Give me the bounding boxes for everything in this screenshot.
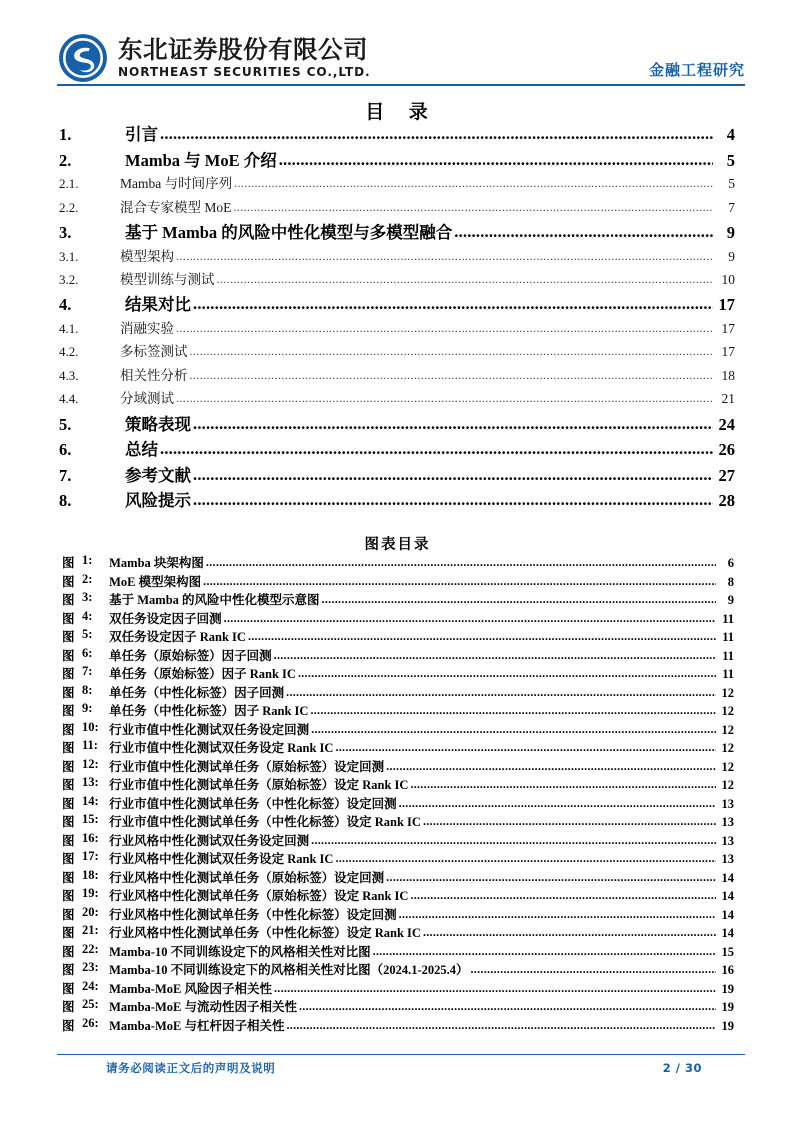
toc-entry-label: Mamba 与 MoE 介绍 [125, 150, 277, 170]
toc-entry-number: 4. [59, 295, 72, 315]
figure-entry-number [62, 683, 106, 701]
toc-entry[interactable] [59, 436, 735, 462]
figure-entry-number [62, 942, 106, 960]
figure-list-entry[interactable] [62, 590, 734, 609]
figure-entry-label: MoE 模型架构图 [106, 574, 202, 589]
toc-entry-page-number: 7 [728, 199, 735, 215]
figure-entry-page-number: 12 [721, 722, 734, 737]
figure-entry-number [62, 775, 106, 793]
figure-entry-number [62, 905, 106, 923]
figure-entry-page-number: 12 [721, 759, 734, 774]
figure-list-entry[interactable] [62, 960, 734, 979]
figure-entry-number [62, 831, 106, 849]
figure-entry-number [62, 627, 106, 645]
figure-entry-label: 单任务（中性化标签）因子回测 [106, 685, 285, 700]
figure-leader-dots [224, 611, 716, 626]
figure-index: 13: [82, 775, 99, 789]
figure-keyword: 图 [62, 926, 75, 940]
figure-leader-dots [274, 648, 716, 663]
figure-leader-dots [399, 907, 716, 922]
toc-entry-label: 分域测试 [120, 391, 174, 407]
toc-leader-dots [176, 320, 713, 336]
figure-index: 24: [82, 978, 99, 993]
figure-index: 22: [82, 941, 99, 956]
company-name-en: NORTHEAST SECURITIES CO.,LTD. [118, 64, 371, 79]
toc-entry-label: 模型架构 [120, 248, 174, 264]
figure-entry-label: 基于 Mamba 的风险中性化模型示意图 [106, 593, 320, 607]
figure-keyword: 图 [62, 593, 75, 607]
research-category-label: 金融工程研究 [648, 61, 745, 79]
figure-entry-number [62, 757, 106, 775]
figure-list-entry[interactable] [62, 757, 734, 776]
toc-entry-number: 7. [59, 465, 72, 485]
figure-entry-label: Mamba-MoE 与杠杆因子相关性 [106, 1018, 285, 1033]
figure-leader-dots [423, 925, 716, 940]
figure-entry-number [62, 664, 106, 682]
figure-entry-label: 行业市值中性化测试双任务设定 Rank IC [106, 741, 334, 755]
toc-entry[interactable] [59, 172, 735, 195]
toc-leader-dots [454, 222, 713, 242]
figure-entry-number [62, 572, 106, 590]
toc-leader-dots [193, 414, 713, 434]
figure-list-entry[interactable] [62, 812, 734, 831]
toc-leader-dots [190, 343, 714, 359]
toc-entry-page-number: 17 [721, 320, 735, 336]
figure-leader-dots [335, 851, 716, 866]
figure-keyword: 图 [62, 685, 75, 700]
toc-leader-dots [160, 439, 713, 459]
figure-entry-label: 行业风格中性化测试单任务（原始标签）设定回测 [106, 870, 385, 885]
figure-list-entry[interactable] [62, 997, 734, 1016]
toc-entry[interactable] [59, 317, 735, 340]
figure-index: 14: [82, 793, 99, 808]
figure-leader-dots [386, 870, 716, 885]
toc-entry-number: 6. [59, 440, 72, 460]
figure-entry-label: 行业风格中性化测试单任务（中性化标签）设定 Rank IC [106, 926, 421, 940]
figure-keyword: 图 [62, 722, 75, 737]
figure-list-entry[interactable] [62, 775, 734, 794]
figure-leader-dots [335, 740, 716, 755]
figure-list-entry[interactable] [62, 720, 734, 739]
toc-heading: 目 录 [365, 101, 437, 123]
toc-entry[interactable] [59, 364, 735, 387]
figure-entry-page-number: 11 [722, 667, 734, 681]
figure-leader-dots [399, 796, 716, 811]
figure-entry-number [62, 1016, 106, 1034]
figure-entry-page-number: 13 [721, 796, 734, 811]
figure-leader-dots [471, 962, 717, 977]
figure-entry-number [62, 812, 106, 830]
page-footer [106, 1060, 702, 1076]
toc-entry-number: 3. [59, 222, 72, 242]
toc-entry-page-number: 17 [718, 295, 735, 315]
figure-leader-dots [299, 999, 716, 1014]
figure-entry-number [62, 553, 106, 571]
toc-entry[interactable] [59, 411, 735, 437]
figure-entry-page-number: 14 [721, 907, 734, 922]
figure-keyword: 图 [62, 833, 75, 848]
figure-keyword: 图 [62, 759, 75, 774]
toc-entry[interactable] [59, 245, 735, 268]
figure-entry-page-number: 12 [721, 778, 734, 792]
figure-keyword: 图 [62, 556, 75, 570]
toc-entry[interactable] [59, 196, 735, 219]
figure-list-entry[interactable] [62, 905, 734, 924]
table-of-contents [59, 121, 735, 513]
toc-entry[interactable] [59, 147, 735, 173]
figure-leader-dots [311, 833, 716, 848]
figure-entry-label: 行业市值中性化测试单任务（原始标签）设定 Rank IC [106, 778, 409, 792]
toc-entry-label: 风险提示 [125, 491, 191, 511]
toc-entry-page-number: 27 [718, 465, 735, 485]
toc-entry-number: 4.2. [59, 344, 79, 360]
figure-index: 11: [82, 738, 98, 752]
figure-entry-label: 行业风格中性化测试双任务设定回测 [106, 833, 310, 848]
figure-entry-page-number: 8 [727, 574, 734, 589]
figure-entry-page-number: 15 [721, 944, 734, 959]
figure-list-entry[interactable] [62, 572, 734, 591]
figure-entry-label: Mamba-10 不同训练设定下的风格相关性对比图 [106, 944, 371, 959]
toc-entry-label: 多标签测试 [120, 344, 188, 360]
figure-index: 18: [82, 867, 99, 882]
figure-keyword: 图 [62, 667, 75, 681]
figure-index: 26: [82, 1015, 99, 1030]
figure-leader-dots [298, 666, 716, 681]
figure-entry-number [62, 609, 106, 627]
figure-list-entry[interactable] [62, 664, 734, 683]
figure-list-entry[interactable] [62, 701, 734, 720]
figure-list-entry[interactable] [62, 738, 734, 757]
figure-entry-number [62, 794, 106, 812]
figure-entry-page-number: 19 [721, 1018, 734, 1033]
figure-entry-page-number: 13 [721, 833, 734, 848]
figure-keyword: 图 [62, 963, 75, 977]
figure-keyword: 图 [62, 1000, 75, 1014]
toc-entry-label: 结果对比 [125, 295, 191, 315]
figure-entry-label: 行业市值中性化测试单任务（原始标签）设定回测 [106, 759, 385, 774]
figure-leader-dots [410, 777, 716, 792]
toc-leader-dots [193, 294, 713, 314]
figure-entry-number [62, 868, 106, 886]
toc-leader-dots [193, 490, 713, 510]
figure-entry-label: 双任务设定因子回测 [106, 611, 222, 626]
figure-index: 10: [82, 719, 99, 734]
toc-entry[interactable] [59, 387, 735, 410]
figure-list-entry[interactable] [62, 942, 734, 961]
toc-leader-dots [176, 248, 713, 264]
toc-leader-dots [233, 199, 713, 215]
toc-entry[interactable] [59, 487, 735, 513]
figure-entry-label: Mamba 块架构图 [106, 556, 204, 570]
figure-leader-dots [373, 944, 716, 959]
figure-entry-page-number: 14 [721, 926, 734, 940]
toc-entry-page-number: 4 [726, 125, 735, 144]
figure-entry-number [62, 960, 106, 978]
figure-list-entry[interactable] [62, 979, 734, 998]
toc-entry-number: 4.1. [59, 320, 79, 336]
figure-entry-number [62, 646, 106, 664]
figure-index: 5: [82, 627, 93, 641]
figure-entry-number [62, 849, 106, 867]
footer-page-indicator: 2 / 30 [662, 1061, 702, 1075]
figure-entry-page-number: 9 [727, 593, 734, 607]
figure-entry-number [62, 738, 106, 756]
figure-keyword: 图 [62, 889, 75, 903]
figure-keyword: 图 [62, 704, 75, 718]
figure-list-entry[interactable] [62, 794, 734, 813]
figure-leader-dots [286, 685, 716, 700]
figure-entry-page-number: 12 [721, 704, 734, 718]
figure-entry-page-number: 11 [722, 611, 734, 626]
figure-leader-dots [248, 629, 716, 644]
page-header [57, 22, 745, 86]
figure-entry-number [62, 979, 106, 997]
figure-leader-dots [423, 814, 716, 829]
figure-keyword: 图 [62, 778, 75, 792]
figure-index: 20: [82, 904, 99, 919]
toc-entry-page-number: 9 [728, 248, 735, 264]
toc-entry-page-number: 10 [721, 271, 735, 287]
figure-index: 15: [82, 812, 99, 826]
figure-index: 25: [82, 997, 99, 1011]
figure-entry-page-number: 13 [721, 815, 734, 829]
figure-leader-dots [286, 1018, 716, 1033]
toc-entry-page-number: 9 [726, 222, 735, 242]
figure-index: 1: [82, 553, 93, 567]
figure-index: 9: [82, 701, 93, 715]
figure-index: 21: [82, 923, 99, 937]
figure-list-entry[interactable] [62, 1016, 734, 1035]
figure-keyword: 图 [62, 611, 75, 626]
company-name-cn: 东北证券股份有限公司 [118, 35, 368, 65]
footer-divider [57, 1054, 745, 1055]
figure-entry-label: 行业风格中性化测试双任务设定 Rank IC [106, 852, 334, 866]
footer-disclaimer: 请务必阅读正文后的声明及说明 [106, 1061, 276, 1075]
figure-entry-label: 行业市值中性化测试单任务（中性化标签）设定 Rank IC [106, 815, 421, 829]
figure-leader-dots [203, 574, 716, 589]
figure-keyword: 图 [62, 870, 75, 885]
figure-entry-label: 行业市值中性化测试单任务（中性化标签）设定回测 [106, 796, 397, 811]
figure-leader-dots [311, 722, 716, 737]
toc-entry-number: 3.1. [59, 248, 79, 264]
figure-keyword: 图 [62, 741, 75, 755]
toc-leader-dots [190, 367, 714, 383]
toc-entry-number: 2. [59, 150, 72, 170]
figure-leader-dots [386, 759, 716, 774]
figure-index: 4: [82, 608, 93, 623]
toc-entry-label: 混合专家模型 MoE [120, 199, 232, 215]
toc-entry-number: 1. [59, 125, 72, 144]
figure-entry-number [62, 923, 106, 941]
figure-leader-dots [410, 888, 716, 903]
figure-list-entry[interactable] [62, 831, 734, 850]
toc-entry-number: 5. [59, 414, 72, 434]
figure-keyword: 图 [62, 630, 75, 644]
toc-entry-page-number: 5 [726, 150, 735, 170]
company-brand [57, 32, 371, 84]
figure-list-entry[interactable] [62, 849, 734, 868]
figure-entry-label: 行业风格中性化测试单任务（中性化标签）设定回测 [106, 907, 397, 922]
figure-list-entry[interactable] [62, 886, 734, 905]
toc-entry[interactable] [59, 121, 735, 147]
figure-entry-number [62, 886, 106, 904]
toc-entry-page-number: 26 [718, 440, 735, 460]
figure-list-entry[interactable] [62, 627, 734, 646]
figure-list-entry[interactable] [62, 923, 734, 942]
figure-index: 6: [82, 645, 93, 660]
toc-leader-dots [176, 390, 713, 406]
figure-list-entry[interactable] [62, 609, 734, 628]
figure-keyword: 图 [62, 574, 75, 589]
figure-entry-label: 单任务（原始标签）因子 Rank IC [106, 667, 296, 681]
toc-leader-dots [217, 271, 714, 287]
figure-keyword: 图 [62, 944, 75, 959]
figure-entry-label: 行业市值中性化测试双任务设定回测 [106, 722, 310, 737]
company-name-block [118, 35, 371, 79]
toc-entry-number: 2.2. [59, 199, 79, 215]
toc-entry-page-number: 24 [718, 414, 735, 434]
toc-entry-label: 基于 Mamba 的风险中性化模型与多模型融合 [125, 222, 453, 242]
toc-entry-number: 3.2. [59, 271, 79, 287]
figure-list [62, 553, 734, 1034]
figure-index: 2: [82, 571, 93, 586]
figure-index: 7: [82, 664, 93, 678]
northeast-securities-logo-icon [57, 32, 109, 84]
figure-entry-page-number: 19 [721, 1000, 734, 1014]
toc-leader-dots [279, 150, 713, 170]
figure-entry-label: Mamba-MoE 风险因子相关性 [106, 981, 272, 996]
figure-entry-number [62, 701, 106, 719]
figure-entry-number [62, 720, 106, 738]
toc-entry-number: 2.1. [59, 176, 79, 192]
figure-entry-page-number: 12 [721, 685, 734, 700]
figure-entry-label: 单任务（原始标签）因子回测 [106, 648, 272, 663]
toc-entry[interactable] [59, 291, 735, 317]
toc-entry[interactable] [59, 462, 735, 488]
toc-leader-dots [193, 465, 713, 485]
figure-keyword: 图 [62, 907, 75, 922]
figure-entry-page-number: 14 [721, 889, 734, 903]
figure-index: 23: [82, 960, 99, 974]
toc-entry-page-number: 18 [721, 367, 735, 383]
figure-keyword: 图 [62, 648, 75, 663]
toc-entry-label: 策略表现 [125, 414, 191, 434]
figure-leader-dots [206, 555, 716, 570]
figure-index: 12: [82, 756, 99, 771]
figure-entry-label: Mamba-10 不同训练设定下的风格相关性对比图（2024.1-2025.4） [106, 963, 469, 977]
figure-index: 17: [82, 849, 99, 863]
toc-entry-label: 相关性分析 [120, 367, 188, 383]
figure-entry-page-number: 14 [721, 870, 734, 885]
figure-list-entry[interactable] [62, 683, 734, 702]
figure-index: 19: [82, 886, 99, 900]
toc-entry-number: 4.3. [59, 367, 79, 383]
figure-list-entry[interactable] [62, 646, 734, 665]
figure-entry-label: 单任务（中性化标签）因子 Rank IC [106, 704, 309, 718]
toc-entry-label: 总结 [125, 440, 158, 460]
toc-entry-number: 8. [59, 491, 72, 511]
figure-entry-page-number: 11 [722, 630, 734, 644]
figure-entry-page-number: 13 [721, 852, 734, 866]
figure-entry-page-number: 16 [721, 963, 734, 977]
toc-entry-label: 消融实验 [120, 320, 174, 336]
figure-list-entry[interactable] [62, 868, 734, 887]
figure-keyword: 图 [62, 981, 75, 996]
figure-leader-dots [322, 592, 716, 607]
toc-entry-page-number: 28 [718, 491, 735, 511]
toc-entry-number: 4.4. [59, 391, 79, 407]
figure-index: 8: [82, 682, 93, 697]
figure-keyword: 图 [62, 1018, 75, 1033]
toc-entry[interactable] [59, 268, 735, 291]
toc-entry-page-number: 21 [721, 391, 735, 407]
figure-entry-page-number: 19 [721, 981, 734, 996]
figure-entry-label: Mamba-MoE 与流动性因子相关性 [106, 1000, 297, 1014]
figure-entry-number [62, 997, 106, 1015]
figure-index: 16: [82, 830, 99, 845]
figure-entry-label: 行业风格中性化测试单任务（原始标签）设定 Rank IC [106, 889, 409, 903]
figure-entry-page-number: 11 [722, 648, 734, 663]
figure-keyword: 图 [62, 852, 75, 866]
figure-leader-dots [310, 703, 716, 718]
figure-entry-number [62, 590, 106, 608]
figure-leader-dots [274, 981, 716, 996]
toc-entry-label: 引言 [125, 125, 158, 144]
toc-entry-label: 模型训练与测试 [120, 271, 215, 287]
toc-entry-label: 参考文献 [125, 465, 191, 485]
toc-entry[interactable] [59, 340, 735, 363]
figure-entry-page-number: 12 [721, 741, 734, 755]
figure-keyword: 图 [62, 815, 75, 829]
header-divider [57, 84, 745, 86]
toc-entry-label: Mamba 与时间序列 [120, 176, 233, 192]
figure-entry-page-number: 6 [727, 556, 734, 570]
toc-entry-page-number: 17 [721, 344, 735, 360]
figure-list-heading: 图表目录 [364, 537, 431, 553]
toc-entry[interactable] [59, 219, 735, 245]
figure-index: 3: [82, 590, 93, 604]
figure-keyword: 图 [62, 796, 75, 811]
toc-leader-dots [234, 175, 713, 191]
figure-entry-label: 双任务设定因子 Rank IC [106, 630, 246, 644]
figure-list-entry[interactable] [62, 553, 734, 572]
toc-leader-dots [160, 124, 713, 144]
toc-entry-page-number: 5 [728, 176, 735, 192]
